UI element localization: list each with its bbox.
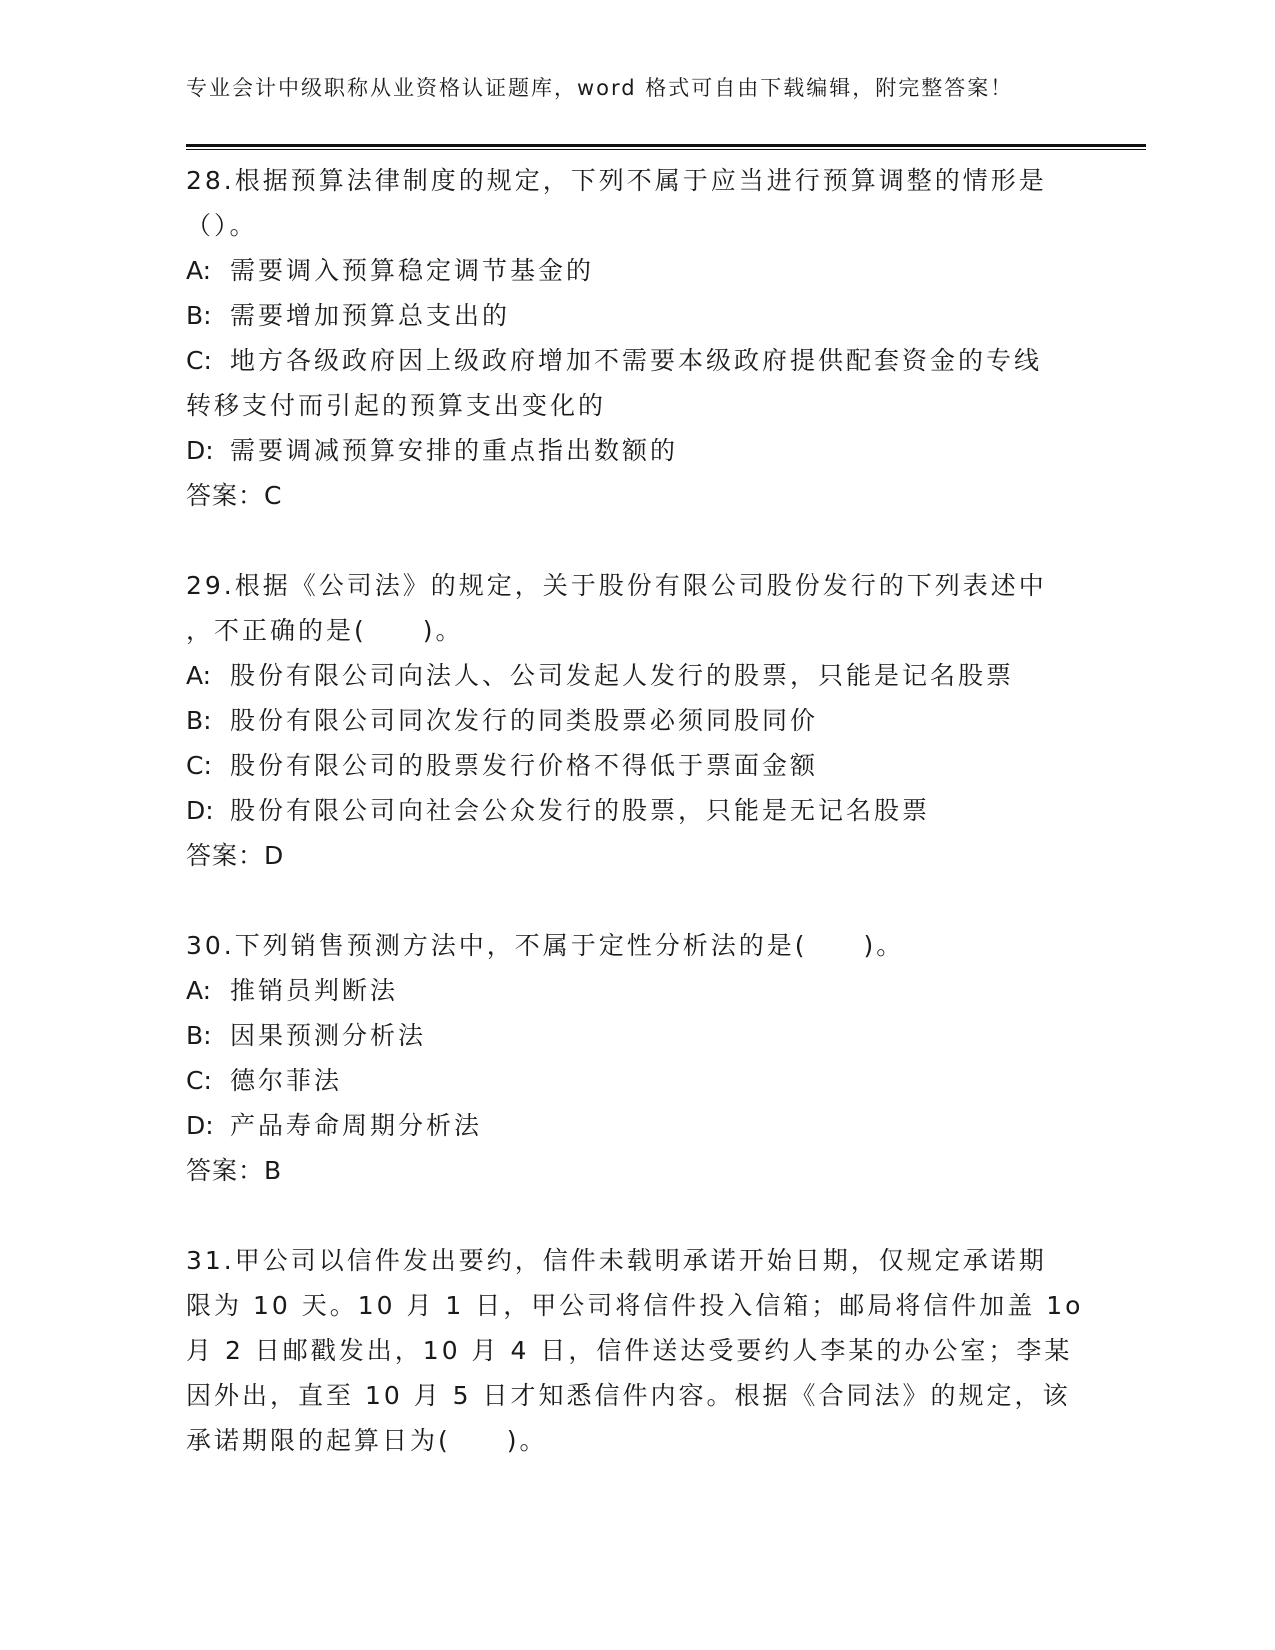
answer-label: 答案： xyxy=(186,841,265,870)
question-stem-line: 因外出，直至 10 月 5 日才知悉信件内容。根据《合同法》的规定，该 xyxy=(186,1381,1071,1410)
option-line xyxy=(186,428,1086,473)
option-text: 股份有限公司向法人、公司发起人发行的股票，只能是记名股票 xyxy=(230,661,1015,690)
question-spacer xyxy=(186,878,1086,923)
option-line xyxy=(186,338,1086,383)
option-key: D: xyxy=(186,796,214,825)
option-key: C: xyxy=(186,346,212,375)
question-spacer xyxy=(186,518,1086,563)
option-line xyxy=(186,698,1086,743)
option-key: D: xyxy=(186,436,214,465)
page-header: 专业会计中级职称从业资格认证题库，word 格式可自由下载编辑，附完整答案！ xyxy=(186,76,1014,100)
option-key: A: xyxy=(186,661,212,690)
option-key: D: xyxy=(186,1111,214,1140)
option-line xyxy=(186,1058,1086,1103)
option-key: A: xyxy=(186,256,212,285)
question-stem-line: 限为 10 天。10 月 1 日，甲公司将信件投入信箱；邮局将信件加盖 1o xyxy=(186,1291,1084,1320)
answer-line xyxy=(186,473,1086,518)
header-rule-thick xyxy=(186,144,1146,147)
question-block xyxy=(186,923,1086,1193)
option-line xyxy=(186,653,1086,698)
question-stem-line: ，不正确的是( )。 xyxy=(186,616,464,645)
answer-value: B xyxy=(264,1156,282,1185)
option-line xyxy=(186,743,1086,788)
option-text: 地方各级政府因上级政府增加不需要本级政府提供配套资金的专线 xyxy=(230,346,1043,375)
option-text: 转移支付而引起的预算支出变化的 xyxy=(186,391,607,420)
option-key: B: xyxy=(186,301,212,330)
option-line xyxy=(186,968,1086,1013)
question-block xyxy=(186,563,1086,878)
question-spacer xyxy=(186,1193,1086,1238)
option-line xyxy=(186,788,1086,833)
question-stem-line: 28.根据预算法律制度的规定，下列不属于应当进行预算调整的情形是 xyxy=(186,166,1047,195)
option-text: 股份有限公司向社会公众发行的股票，只能是无记名股票 xyxy=(230,796,931,825)
answer-label: 答案： xyxy=(186,1156,265,1185)
question-block xyxy=(186,1238,1086,1463)
option-text: 股份有限公司同次发行的同类股票必须同股同价 xyxy=(230,706,819,735)
option-text: 需要增加预算总支出的 xyxy=(230,301,511,330)
option-text: 因果预测分析法 xyxy=(230,1021,427,1050)
question-stem-line: 29.根据《公司法》的规定，关于股份有限公司股份发行的下列表述中 xyxy=(186,571,1047,600)
option-text: 推销员判断法 xyxy=(230,976,399,1005)
answer-value: D xyxy=(264,841,284,870)
question-list xyxy=(186,158,1086,1463)
option-key: A: xyxy=(186,976,212,1005)
option-text: 股份有限公司的股票发行价格不得低于票面金额 xyxy=(230,751,819,780)
question-stem-line: （）。 xyxy=(186,211,258,240)
question-stem-line: 月 2 日邮戳发出，10 月 4 日，信件送达受要约人李某的办公室；李某 xyxy=(186,1336,1073,1365)
header-rule-thin xyxy=(186,149,1146,150)
question-stem-line: 31.甲公司以信件发出要约，信件未载明承诺开始日期，仅规定承诺期 xyxy=(186,1246,1047,1275)
option-line xyxy=(186,383,1086,428)
option-key: B: xyxy=(186,1021,212,1050)
answer-label: 答案： xyxy=(186,481,265,510)
option-line xyxy=(186,293,1086,338)
question-stem-line: 30.下列销售预测方法中，不属于定性分析法的是( )。 xyxy=(186,931,905,960)
option-line xyxy=(186,248,1086,293)
option-line xyxy=(186,1103,1086,1148)
question-stem-line: 承诺期限的起算日为( )。 xyxy=(186,1426,548,1455)
option-text: 产品寿命周期分析法 xyxy=(230,1111,483,1140)
option-key: C: xyxy=(186,751,212,780)
option-line xyxy=(186,1013,1086,1058)
option-text: 德尔菲法 xyxy=(230,1066,343,1095)
option-text: 需要调入预算稳定调节基金的 xyxy=(230,256,595,285)
question-block xyxy=(186,158,1086,518)
option-key: B: xyxy=(186,706,212,735)
option-key: C: xyxy=(186,1066,212,1095)
answer-line xyxy=(186,833,1086,878)
option-text: 需要调减预算安排的重点指出数额的 xyxy=(230,436,679,465)
answer-line xyxy=(186,1148,1086,1193)
answer-value: C xyxy=(264,481,282,510)
